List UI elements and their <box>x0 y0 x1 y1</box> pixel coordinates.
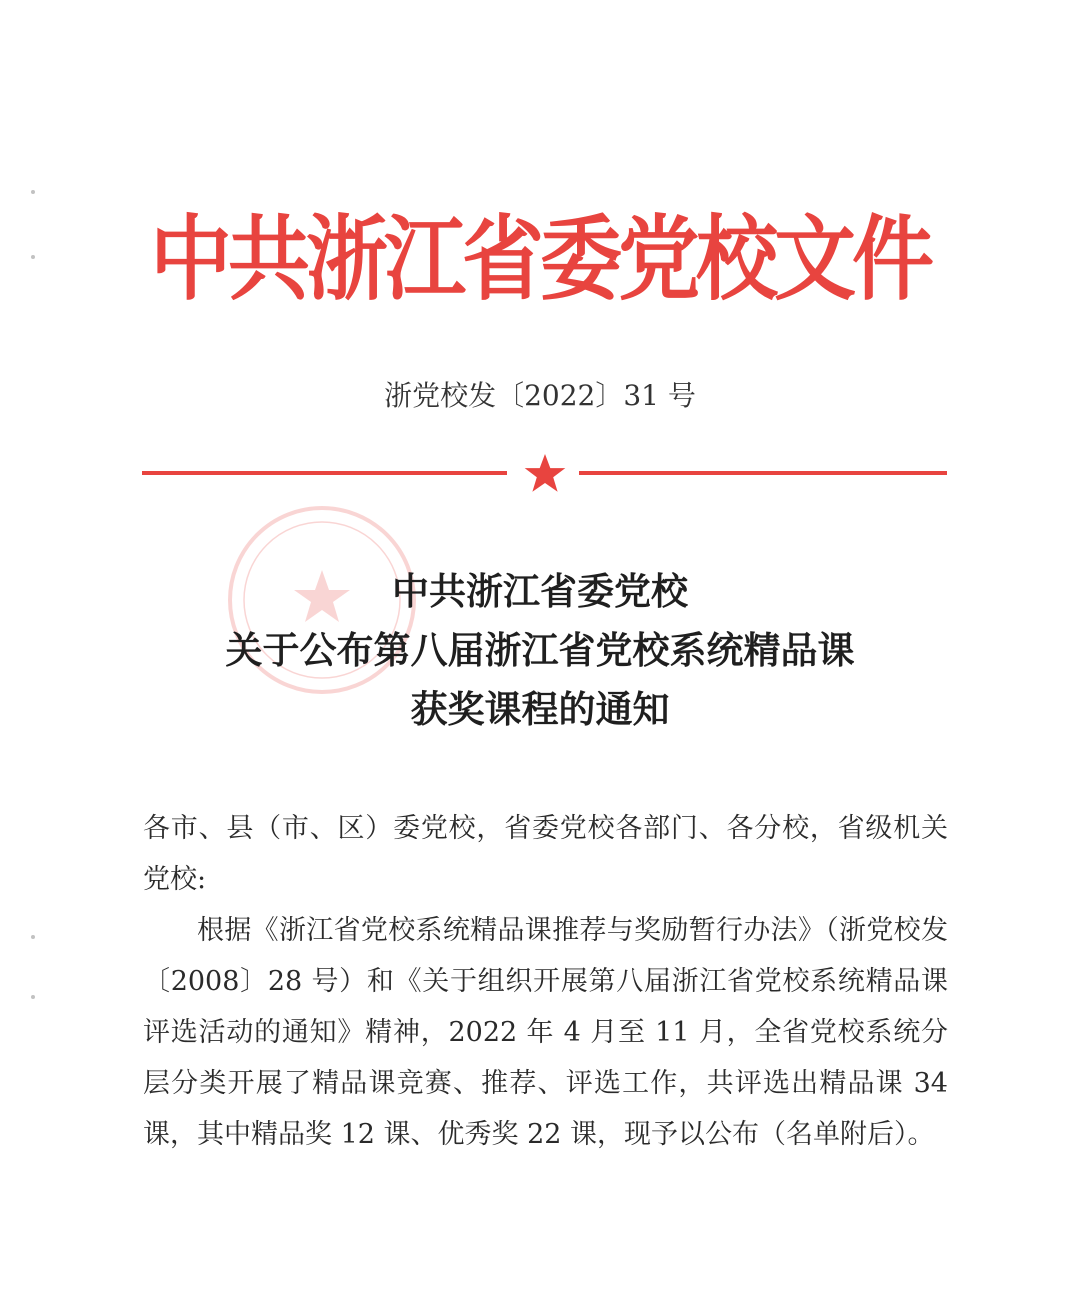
divider-line-right <box>579 471 947 475</box>
star-icon <box>523 452 567 496</box>
title-line: 关于公布第八届浙江省党校系统精品课 <box>225 628 855 672</box>
document-header-title: 中共浙江省委党校文件 <box>149 207 930 314</box>
scan-speck <box>31 995 35 999</box>
body-paragraph: 根据《浙江省党校系统精品课推荐与奖励暂行办法》（浙党校发〔2008〕28 号）和《关于组织开展第八届浙江省党校系统精品课评选活动的通知》精神，2022 年 4 月至 11 月，全省党校系统分层分类开展了精品课竞赛、推荐、评选工作，共评选出精品课 34 课，其中精品奖 12 课、优秀奖 22 课，现予以公布（名单附后）。 <box>143 915 948 1150</box>
title-line: 获奖课程的通知 <box>410 687 670 731</box>
scan-speck <box>31 935 35 939</box>
title-line: 中共浙江省委党校 <box>392 569 688 613</box>
divider-line-left <box>142 471 507 475</box>
notice-title <box>0 562 1080 739</box>
document-number: 浙党校发〔2022〕31 号 <box>384 379 696 412</box>
scan-speck <box>31 190 35 194</box>
header-divider <box>142 452 947 496</box>
addressee-paragraph: 各市、县（市、区）委党校，省委党校各部门、各分校，省级机关党校: <box>143 813 948 895</box>
notice-body <box>143 803 948 1160</box>
